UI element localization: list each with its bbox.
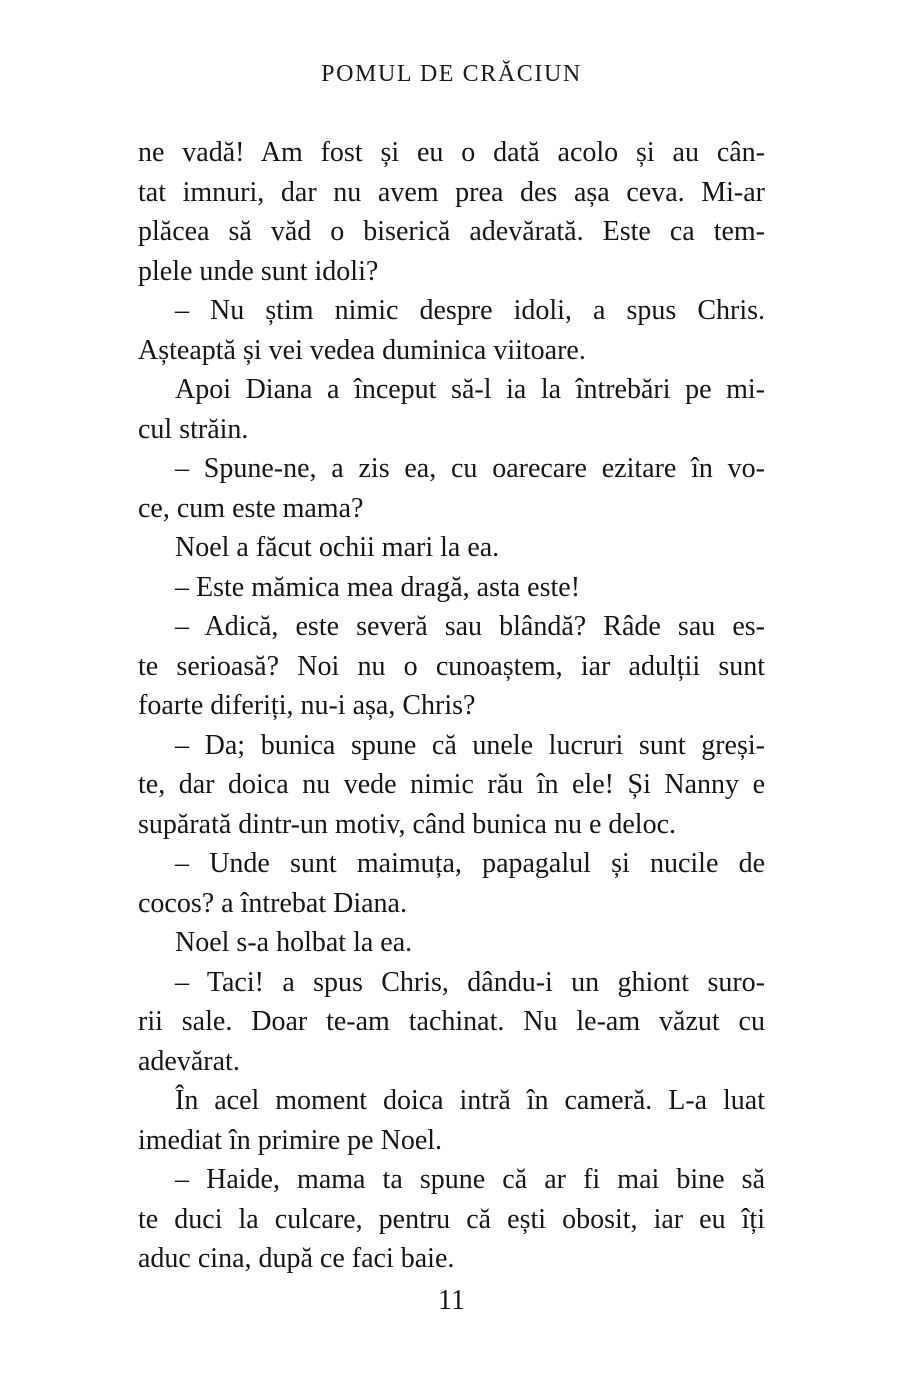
text-line: te, dar doica nu vede nimic rău în ele! Și Nanny e [138,769,765,800]
text-line: – Taci! a spus Chris, dându-i un ghiont suro- [175,966,765,998]
paragraph [138,1081,765,1160]
text-line: Apoi Diana a început să-l ia la întrebări pe mi- [175,374,765,405]
text-line: foarte diferiți, nu-i așa, Chris? [138,690,476,721]
paragraph [138,449,765,528]
paragraph [138,133,765,291]
text-line: – Nu știm nimic despre idoli, a spus Chris. [175,295,765,326]
text-line: tat imnuri, dar nu avem prea des așa ceva. Mi-ar [138,176,765,208]
text-line: cocos? a întrebat Diana. [138,887,407,919]
paragraph [138,1160,765,1279]
paragraph [138,963,765,1082]
text-line: te duci la culcare, pentru că ești obosit, iar eu îți [138,1203,765,1235]
text-line: – Haide, mama ta spune că ar fi mai bine să [175,1164,765,1195]
text-line: – Spune-ne, a zis ea, cu oarecare ezitare în vo- [175,453,765,484]
paragraph [138,923,765,963]
text-line: – Adică, este severă sau blândă? Râde sau es- [175,611,765,642]
text-line: aduc cina, după ce faci baie. [138,1243,455,1274]
text-line: ne vadă! Am fost și eu o dată acolo și au cân- [138,137,765,168]
text-line: Așteaptă și vei vedea duminica viitoare. [138,334,586,366]
text-line: În acel moment doica intră în cameră. L-a luat [175,1085,765,1116]
text-line: ce, cum este mama? [138,492,364,524]
text-line: – Da; bunica spune că unele lucruri sunt greși- [175,729,765,761]
text-line: adevărat. [138,1045,240,1077]
text-line: plăcea să văd o biserică adevărată. Este ca tem- [138,216,765,247]
page-number: 11 [438,1285,465,1316]
text-line: Noel a făcut ochii mari la ea. [175,532,500,563]
body-text-block [138,133,765,1279]
paragraph [138,844,765,923]
text-line: rii sale. Doar te-am tachinat. Nu le-am văzut cu [138,1006,765,1037]
text-line: plele unde sunt idoli? [138,255,379,287]
text-line: – Unde sunt maimuța, papagalul și nucile de [175,848,765,879]
text-line: Noel s-a holbat la ea. [175,927,413,958]
paragraph [138,607,765,726]
text-line: te serioasă? Noi nu o cunoaștem, iar adulții sunt [138,650,765,682]
text-line: cul străin. [138,413,249,445]
paragraph [138,726,765,845]
paragraph [138,568,765,608]
paragraph [138,291,765,370]
running-header: POMUL DE CRĂCIUN [321,61,582,87]
text-line: imediat în primire pe Noel. [138,1124,443,1156]
text-line: supărată dintr-un motiv, când bunica nu e deloc. [138,808,677,840]
text-line: – Este mămica mea dragă, asta este! [175,571,581,603]
paragraph [138,528,765,568]
paragraph [138,370,765,449]
